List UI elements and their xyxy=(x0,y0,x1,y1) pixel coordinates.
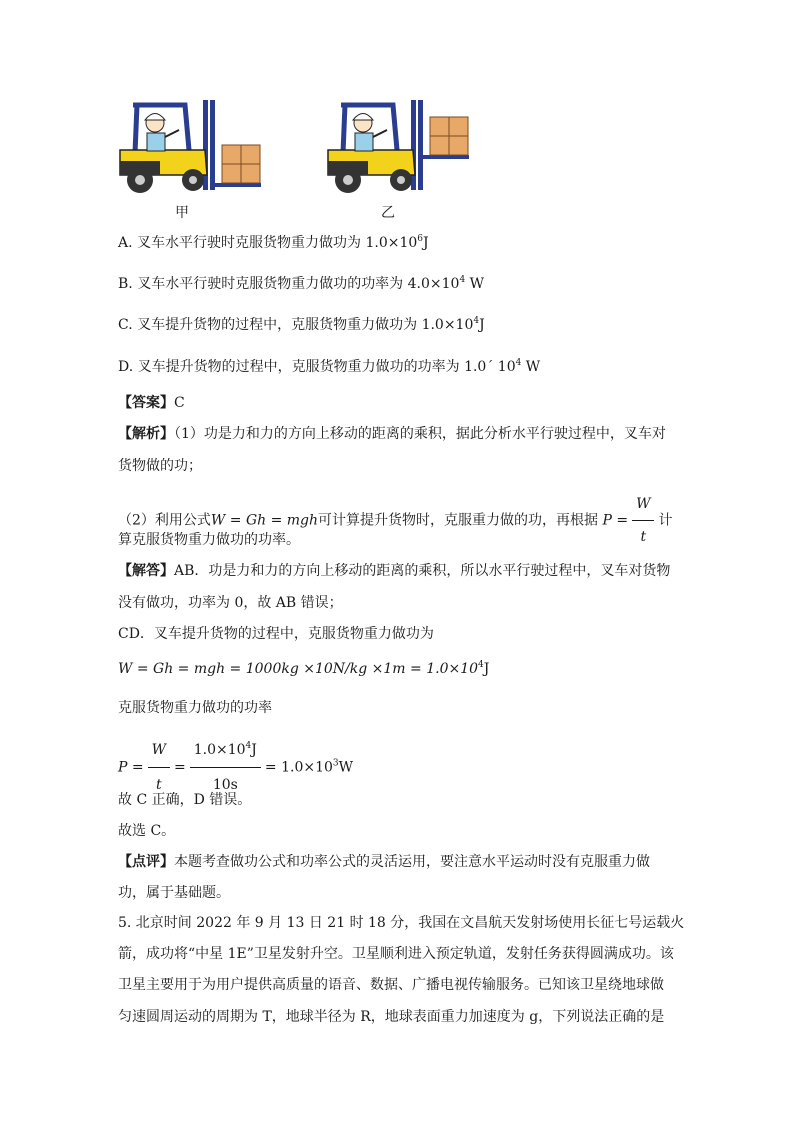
forklift-right-image xyxy=(323,95,483,200)
solution-line-2: 没有做功，功率为 0，故 AB 错误； xyxy=(118,595,343,611)
solution-line-6: 故选 C。 xyxy=(118,823,176,839)
figure-label-jia: 甲 xyxy=(175,205,189,221)
analysis-line-2: 货物做的功； xyxy=(118,458,202,474)
question5-line-1: 5. 北京时间 2022 年 9 月 13 日 21 时 18 分，我国在文昌航天发射场使用长征七号运载火 xyxy=(118,915,685,931)
analysis-line-1: 【解析】（1）功是力和力的方向上移动的距离的乘积，据此分析水平行驶过程中，叉车对 xyxy=(118,426,666,442)
solution-line-5: 故 C 正确，D 错误。 xyxy=(118,792,252,808)
comment-line-1: 【点评】本题考查做功公式和功率公式的灵活运用，要注意水平运动时没有克服重力做 xyxy=(118,854,650,870)
option-c: C. 叉车提升货物的过程中，克服货物重力做功为 $1.0\times 10^4J$ xyxy=(118,316,485,333)
analysis-line-4: 算克服货物重力做功的功率。 xyxy=(118,532,300,548)
figure-label-yi: 乙 xyxy=(381,205,395,221)
forklift-figure xyxy=(115,95,495,225)
solution-equation-power: P = $\frac{W}{t}$ = $\frac{1.0\times 10^4J}{10s}$ = $1.0\times 10^3W$ xyxy=(118,735,353,800)
option-d: D. 叉车提升货物的过程中，克服货物重力做功的功率为 1.0´ $10^4$ W xyxy=(118,358,541,375)
option-b: B. 叉车水平行驶时克服货物重力做功的功率为 $4.0\times 10^4$ W xyxy=(118,275,485,292)
question5-line-2: 箭，成功将“中星 1E”卫星发射升空。卫星顺利进入预定轨道，发射任务获得圆满成功。该 xyxy=(118,946,674,962)
solution-line-3: CD．叉车提升货物的过程中，克服货物重力做功为 xyxy=(118,626,434,642)
solution-line-1: 【解答】AB．功是力和力的方向上移动的距离的乘积，所以水平行驶过程中，叉车对货物 xyxy=(118,563,671,579)
analysis-line-3: （2）利用公式W = Gh = mgh可计算提升货物时，克服重力做的功，再根据 P = $\frac{W}{t}$ 计 xyxy=(118,490,672,551)
comment-line-2: 功，属于基础题。 xyxy=(118,885,230,901)
forklift-left-image xyxy=(115,95,275,200)
question5-line-4: 匀速圆周运动的周期为 T，地球半径为 R，地球表面重力加速度为 g，下列说法正确的是 xyxy=(118,1009,665,1025)
option-a: A. 叉车水平行驶时克服货物重力做功为 $1.0\times 10^6J$ xyxy=(118,234,429,251)
solution-line-4: 克服货物重力做功的功率 xyxy=(118,700,272,716)
power-fraction: $\frac{W}{t}$ xyxy=(632,490,654,551)
question5-line-3: 卫星主要用于为用户提供高质量的语音、数据、广播电视传输服务。已知该卫星绕地球做 xyxy=(118,977,664,993)
solution-equation-work: W = Gh = mgh = $1000kg \times 10N/kg \times 1m = 1.0\times 10^4J$ xyxy=(118,660,490,677)
answer-line: 【答案】C xyxy=(118,395,185,411)
